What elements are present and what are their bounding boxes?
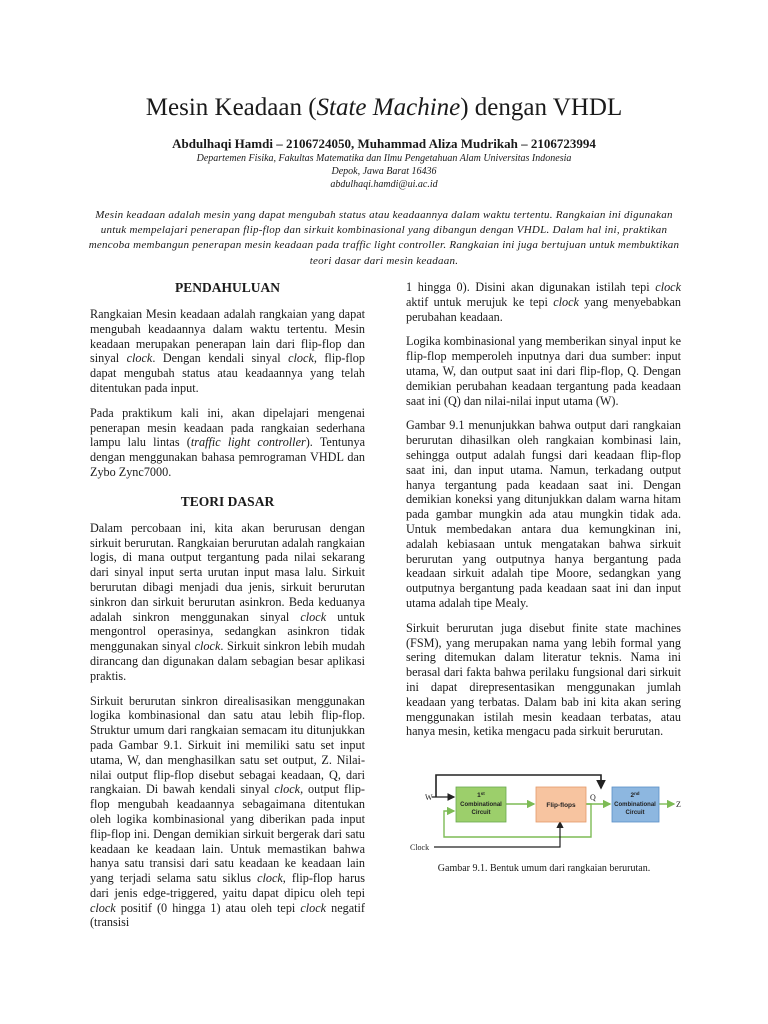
svg-text:1st: 1st [477, 791, 485, 799]
section-heading-pendahuluan: PENDAHULUAN [174, 280, 280, 295]
affiliation-email: abdulhaqi.hamdi@ui.ac.id [330, 179, 438, 190]
right-column [406, 280, 681, 749]
svg-text:Flip-flops: Flip-flops [546, 802, 576, 809]
left-column [90, 280, 365, 940]
figure-caption: Gambar 9.1. Bentuk umum dari rangkaian berurutan. [437, 863, 651, 874]
label-w: W [425, 793, 433, 802]
label-clock: Clock [410, 843, 430, 852]
paragraph: Pada praktikum kali ini, akan dipelajari mengenai penerapan mesin keadaan pada rangkaian sederhana lampu lalu lintas (traffic light controller). Tentunya dengan menggunakan bahasa pemrograman VHDL dan Zybo Zync7000. [90, 405, 366, 479]
paragraph: Sirkuit berurutan sinkron direalisasikan menggunakan logika kombinasional dan satu atau lebih flip-flop. Struktur umum dari rangkaian semacam itu ditunjukkan pada Gambar 9.1. Sirkuit ini memiliki satu set input utama, W, dan menghasilkan satu set output, Z. Nilai-nilai output flip-flop disebut sebagai keadaan, Q, dari rangkaian. Di bawah kendali sinyal clock, output flip-flop mengubah keadaannya sebagaimana ditentukan oleh logika kombinasional yang diberikan pada input flip-flop ini. Dengan demikian sirkuit bergerak dari satu keadaan ke keadaan lain. Untuk memastikan bahwa hanya satu transisi dari satu keadaan ke keadaan lain yang terjadi selama satu siklus clock, flip-flop harus dari jenis edge-triggered, yaitu dapat dipicu oleh tepi clock positif (0 hingga 1) atau oleh tepi clock negatif (transisi [90, 693, 365, 930]
title-emphasis: State Machine [316, 94, 461, 121]
block-diagram [406, 767, 682, 867]
paragraph: Sirkuit berurutan juga disebut finite state machines (FSM), yang merupakan nama yang lebih formal yang sering ditemukan dalam literatur teknis. Nama ini berasal dari fakta bahwa perilaku fungsional dari sirkuit ini dapat direpresentasikan menggunakan jumlah keadaan yang terbatas. Dalam bab ini kita akan sering menggunakan istilah mesin keadaan terbatas, atau hanya mesin, ketika mengacu pada sirkuit berurutan. [406, 620, 681, 739]
paragraph: Rangkaian Mesin keadaan adalah rangkaian yang dapat mengubah keadaannya dalam waktu tertentu. Mesin keadaan merupakan penerapan lain dari flip-flop dan sinyal clock. Dengan kendali sinyal clock, flip-flop dapat mengubah status atau keadaannya yang telah ditentukan pada input. [90, 307, 365, 395]
paragraph: Gambar 9.1 menunjukkan bahwa output dari rangkaian berurutan dihasilkan oleh rangkaian kombinasi lain, sehingga output adalah fungsi dari keadaan flip-flop saat ini, dan input utama. Namun, terkadang output hanya tergantung pada keadaan saat ini. Dengan demikian koneksi yang ditunjukkan dalam warna hitam pada gambar mungkin ada atau mungkin tidak ada. Untuk membedakan antara dua kemungkinan ini, adalah kebiasaan untuk mengatakan bahwa sirkuit berurutan yang outputnya hanya bergantung pada keadaan sirkuit adalah tipe Moore, sedangkan yang outputnya bergantung pada keadaan saat ini dan input utama adalah tipe Mealy. [406, 418, 681, 610]
label-q: Q [590, 793, 596, 802]
svg-text:2nd: 2nd [630, 791, 640, 799]
clock-wire [434, 822, 560, 847]
affiliation [0, 152, 768, 191]
paper-title: Mesin Keadaan (State Machine) dengan VHDL [145, 94, 623, 121]
label-z: Z [676, 800, 681, 809]
svg-text:Circuit: Circuit [471, 810, 491, 816]
section-heading-teori-dasar: TEORI DASAR [180, 493, 275, 509]
affiliation-address: Depok, Jawa Barat 16436 [331, 166, 437, 177]
paragraph: Logika kombinasional yang memberikan sinyal input ke flip-flop memperoleh inputnya dari dua sumber: input utama, W, dan output saat ini dari flip-flop, Q. Dengan demikian perubahan keadaan tergantung pada keadaan saat ini (Q) dan nilai-nilai input utama (W). [406, 334, 681, 408]
paragraph: 1 hingga 0). Disini akan digunakan istilah tepi clock aktif untuk merujuk ke tepi clock yang menyebabkan perubahan keadaan. [406, 280, 681, 324]
affiliation-department: Departemen Fisika, Fakultas Matematika dan Ilmu Pengetahuan Alam Universitas Indonesia [196, 153, 572, 164]
svg-text:Combinational: Combinational [614, 802, 656, 808]
svg-text:Combinational: Combinational [460, 802, 502, 808]
paragraph: Dalam percobaan ini, kita akan berurusan dengan sirkuit berurutan. Rangkaian berurutan adalah rangkaian logis, di mana output tergantung pada nilai sekarang dari sinyal input serta urutan input masa lalu. Sirkuit berurutan dibagi menjadi dua jenis, sirkuit berurutan sinkron dan sirkuit berurutan asinkron. Beda keduanya adalah sinkron menggunakan sinyal clock untuk mengontrol operasinya, sedangkan asinkron tidak menggunakan sinyal clock. Sirkuit sinkron lebih mudah dirancang dan digunakan dalam sebagian besar aplikasi praktis. [90, 520, 366, 683]
svg-text:Circuit: Circuit [625, 810, 645, 816]
authors-line: Abdulhaqi Hamdi – 2106724050, Muhammad Aliza Mudrikah – 2106723994 [172, 136, 596, 151]
abstract: Mesin keadaan adalah mesin yang dapat mengubah status atau keadaannya dalam waktu tertentu. Rangkaian ini digunakan untuk mempelajari penerapan flip-flop dan sirkuit kombinasional yang dibangun dengan VHDL. Dalam hal ini, praktikan mencoba membangun penerapan mesin keadaan pada traffic light controller. Rangkaian ini juga bertujuan untuk membuktikan teori dasar dari mesin keadaan. [88, 209, 680, 267]
